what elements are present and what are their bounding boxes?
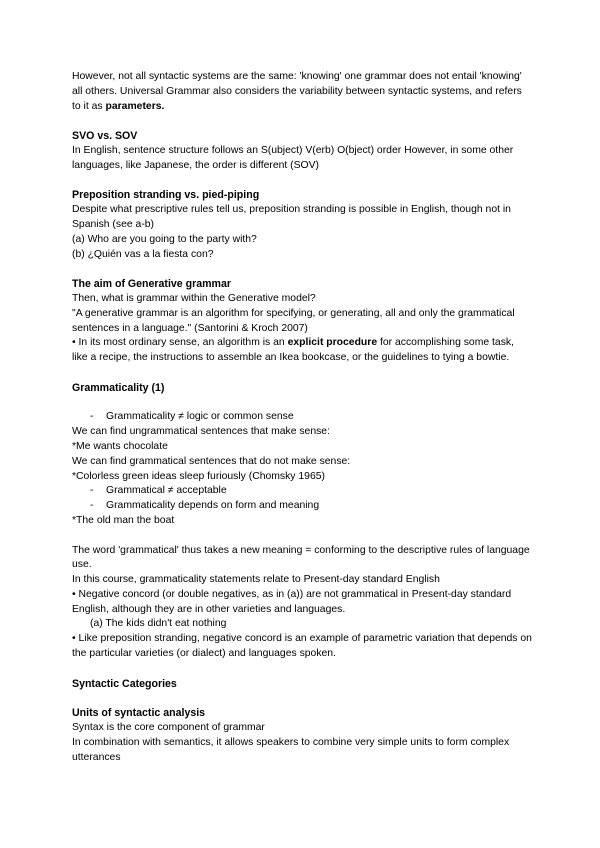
svo-text: In English, sentence structure follows an S(ubject) V(erb) O(bject) order However, in some other languages, like Japanese, the order is different (SOV) bbox=[72, 144, 514, 171]
categories-heading: Syntactic Categories bbox=[72, 677, 177, 690]
units-line-1: Syntax is the core component of grammar bbox=[72, 722, 265, 734]
grammaticality-example-2: *Colorless green ideas sleep furiously (Chomsky 1965) bbox=[72, 470, 325, 482]
units-line-2: In combination with semantics, it allows speakers to combine very simple units to form complex utterances bbox=[72, 736, 510, 763]
grammaticality-dash-3: - Grammaticality depends on form and meaning bbox=[72, 499, 532, 514]
aim-bold-term: explicit procedure bbox=[287, 337, 378, 349]
intro-paragraph: However, not all syntactic systems are the same: 'knowing' one grammar does not entail 'knowing' all others. Universal Grammar also considers the variability between syntactic systems, and refers to it as parameters. bbox=[72, 71, 522, 112]
grammaticality-paragraph-2: In this course, grammaticality statements relate to Present-day standard English bbox=[72, 574, 440, 586]
grammaticality-example-a: (a) The kids didn't eat nothing bbox=[90, 618, 227, 630]
stranding-example-b: (b) ¿Quién vas a la fiesta con? bbox=[72, 248, 214, 260]
grammaticality-line-1: We can find ungrammatical sentences that make sense: bbox=[72, 426, 330, 438]
stranding-example-a: (a) Who are you going to the party with? bbox=[72, 233, 257, 245]
document-body bbox=[72, 70, 532, 765]
grammaticality-bullet-1: • Negative concord (or double negatives, as in (a)) are not grammatical in Present-day standard English, although they are in other varieties and languages. bbox=[72, 588, 512, 615]
grammaticality-example-3: *The old man the boat bbox=[72, 514, 175, 526]
grammaticality-paragraph-1: The word 'grammatical' thus takes a new meaning = conforming to the descriptive rules of language use. bbox=[72, 544, 530, 571]
intro-bold-term: parameters. bbox=[105, 100, 165, 112]
units-heading: Units of syntactic analysis bbox=[72, 707, 206, 720]
stranding-heading: Preposition stranding vs. pied-piping bbox=[72, 189, 260, 202]
stranding-text: Despite what prescriptive rules tell us, preposition stranding is possible in English, though not in Spanish (see a-b) bbox=[72, 204, 511, 230]
aim-quote: "A generative grammar is an algorithm for specifying, or generating, all and only the grammatical sentences in a language." (Santorini & Kroch 2007) bbox=[72, 307, 515, 334]
svo-heading: SVO vs. SOV bbox=[72, 130, 138, 143]
grammaticality-line-2: We can find grammatical sentences that do not make sense: bbox=[72, 455, 351, 467]
aim-bullet: • In its most ordinary sense, an algorithm is an explicit procedure for accomplishing some task, like a recipe, the instructions to assemble an Ikea bookcase, or the guidelines to tying a bowtie. bbox=[72, 337, 514, 364]
grammaticality-bullet-2: • Like preposition stranding, negative concord is an example of parametric variation that depends on the particular varieties (or dialect) and languages spoken. bbox=[72, 633, 532, 660]
grammaticality-example-1: *Me wants chocolate bbox=[72, 440, 168, 452]
grammaticality-dash-2: - Grammatical ≠ acceptable bbox=[72, 484, 532, 499]
grammaticality-heading: Grammaticality (1) bbox=[72, 381, 165, 394]
aim-question: Then, what is grammar within the Generative model? bbox=[72, 292, 316, 304]
grammaticality-dash-1: - Grammaticality ≠ logic or common sense bbox=[72, 410, 532, 425]
aim-heading: The aim of Generative grammar bbox=[72, 278, 231, 291]
